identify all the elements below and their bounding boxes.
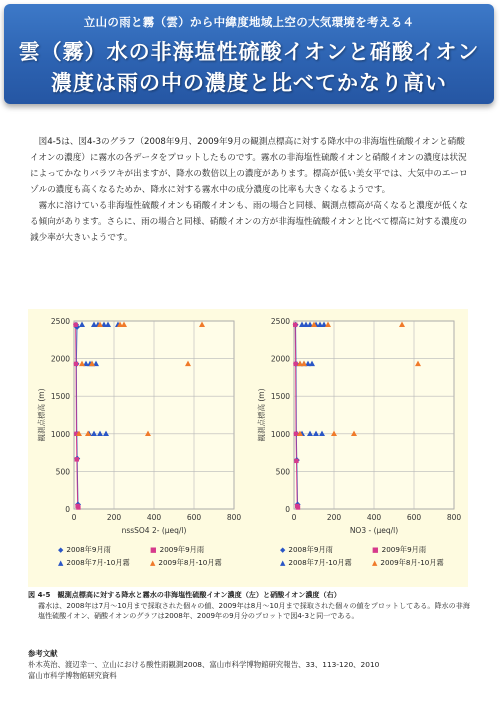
diamond-marker-icon: ◆ [58, 546, 64, 554]
paragraph-1: 図4-5は、図4-3のグラフ（2008年9月、2009年9月の観測点標高に対する降水中の非海塩性硫酸イオンと硝酸イオンの濃度）に霧水の各データをプロットしたものです。霧水の非海塩性硫酸イオンと硝酸イオンの濃度は状況によってかなりバラツキが出ますが、降水の数倍以上の濃度があります。標高が低い美女平では、大気中のエーロゾルの濃度も高くなるためか、降水に対する霧水中の成分濃度の比率も大きくなるようです。 [30, 137, 468, 195]
references [28, 648, 473, 681]
paragraph-2: 霧水に溶けている非海塩性硫酸イオンも硝酸イオンも、雨の場合と同様、観測点標高が高くなると濃度が低くなる傾向があります。さらに、雨の場合と同様、硝酸イオンの方が非海塩性硫酸イオンと比べて標高に対する濃度の減少率が大きいようです。 [30, 201, 468, 243]
x-tick-label: 200 [326, 513, 342, 522]
x-tick-label: 400 [366, 513, 382, 522]
data-point-square [73, 323, 77, 327]
x-axis-label: NO3 - (μeq/l) [349, 526, 399, 535]
triangle-marker-icon: ▲ [150, 559, 156, 567]
y-tick-label: 1500 [270, 392, 290, 402]
page-title-line2: 濃度は雨の中の濃度と比べてかなり高い [51, 71, 447, 95]
figure-box [28, 309, 468, 587]
x-tick-label: 0 [71, 513, 77, 522]
y-tick-label: 500 [275, 467, 290, 477]
x-tick-label: 600 [186, 513, 202, 522]
figure-caption [28, 590, 473, 622]
diamond-marker-icon: ◆ [280, 546, 286, 554]
chart-sulfate [30, 309, 244, 537]
body-text [30, 134, 470, 246]
legend-left [58, 545, 238, 585]
legend-label: 2009年8月-10月霧 [380, 558, 444, 567]
legend-label: 2008年7月-10月霧 [66, 558, 130, 567]
y-tick-label: 1500 [50, 392, 70, 402]
x-axis-label: nssSO4 2- (μeq/l) [121, 526, 187, 535]
x-tick-label: 800 [446, 513, 462, 522]
square-marker-icon: ■ [372, 546, 379, 554]
y-tick-label: 0 [65, 505, 70, 514]
reference-line: 朴木英治、渡辺幸一、立山における酸性雨観測2008、富山市科学博物館研究報告、33、113-120、2010 [28, 660, 380, 669]
data-point-square [76, 505, 80, 509]
legend-label: 2008年9月雨 [288, 545, 333, 554]
triangle-marker-icon: ▲ [58, 559, 64, 567]
caption-title: 図 4-5 観測点標高に対する降水と霧水の非海塩性硫酸イオン濃度（左）と硝酸イオン濃度（右） [28, 590, 341, 599]
legend-label: 2009年8月-10月霧 [158, 558, 222, 567]
y-tick-label: 2500 [50, 317, 70, 326]
y-axis-label: 観測点標高 (m) [257, 388, 266, 442]
y-tick-label: 1000 [270, 429, 290, 439]
y-tick-label: 1000 [50, 429, 70, 439]
y-axis-label: 観測点標高 (m) [37, 388, 46, 442]
y-tick-label: 2000 [50, 354, 70, 364]
chart-nitrate [250, 309, 464, 537]
legend-label: 2008年7月-10月霧 [288, 558, 352, 567]
title-banner [4, 4, 494, 104]
x-tick-label: 400 [146, 513, 162, 522]
chart-left-panel [30, 309, 244, 537]
x-tick-label: 800 [226, 513, 242, 522]
x-tick-label: 200 [106, 513, 122, 522]
legend-label: 2008年9月雨 [66, 545, 111, 554]
y-tick-label: 500 [55, 467, 70, 477]
page-title-line1: 雲（霧）水の非海塩性硫酸イオンと硝酸イオン [18, 40, 480, 64]
data-point-square [296, 505, 300, 509]
legend-label: 2009年9月雨 [381, 545, 427, 554]
x-tick-label: 0 [291, 513, 297, 522]
data-point-square [75, 457, 79, 461]
data-point-square [293, 362, 297, 366]
data-point-square [74, 362, 78, 366]
data-point-square [294, 459, 298, 463]
series-subtitle: 立山の雨と霧（雲）から中緯度地域上空の大気環境を考える４ [83, 15, 415, 29]
triangle-marker-icon: ▲ [280, 559, 286, 567]
y-tick-label: 0 [285, 505, 290, 514]
reference-line: 富山市科学博物館研究資料 [28, 671, 117, 680]
y-tick-label: 2000 [270, 354, 290, 364]
chart-right-panel [250, 309, 464, 537]
y-tick-label: 2500 [270, 317, 290, 326]
legend-label: 2009年9月雨 [159, 545, 205, 554]
references-heading: 参考文献 [28, 649, 58, 658]
legend-right [280, 545, 460, 585]
caption-note: 霧水は、2008年は7月～10月まで採取された個々の値、2009年は8月～10月まで採取された個々の値をプロットしてある。降水の非海塩性硫酸イオン、硝酸イオンのグラフは2008年、2009年の9月分のプロットで図4-3と同一である。 [38, 600, 470, 620]
data-point-square [293, 323, 297, 327]
square-marker-icon: ■ [150, 546, 157, 554]
triangle-marker-icon: ▲ [372, 559, 378, 567]
x-tick-label: 600 [406, 513, 422, 522]
